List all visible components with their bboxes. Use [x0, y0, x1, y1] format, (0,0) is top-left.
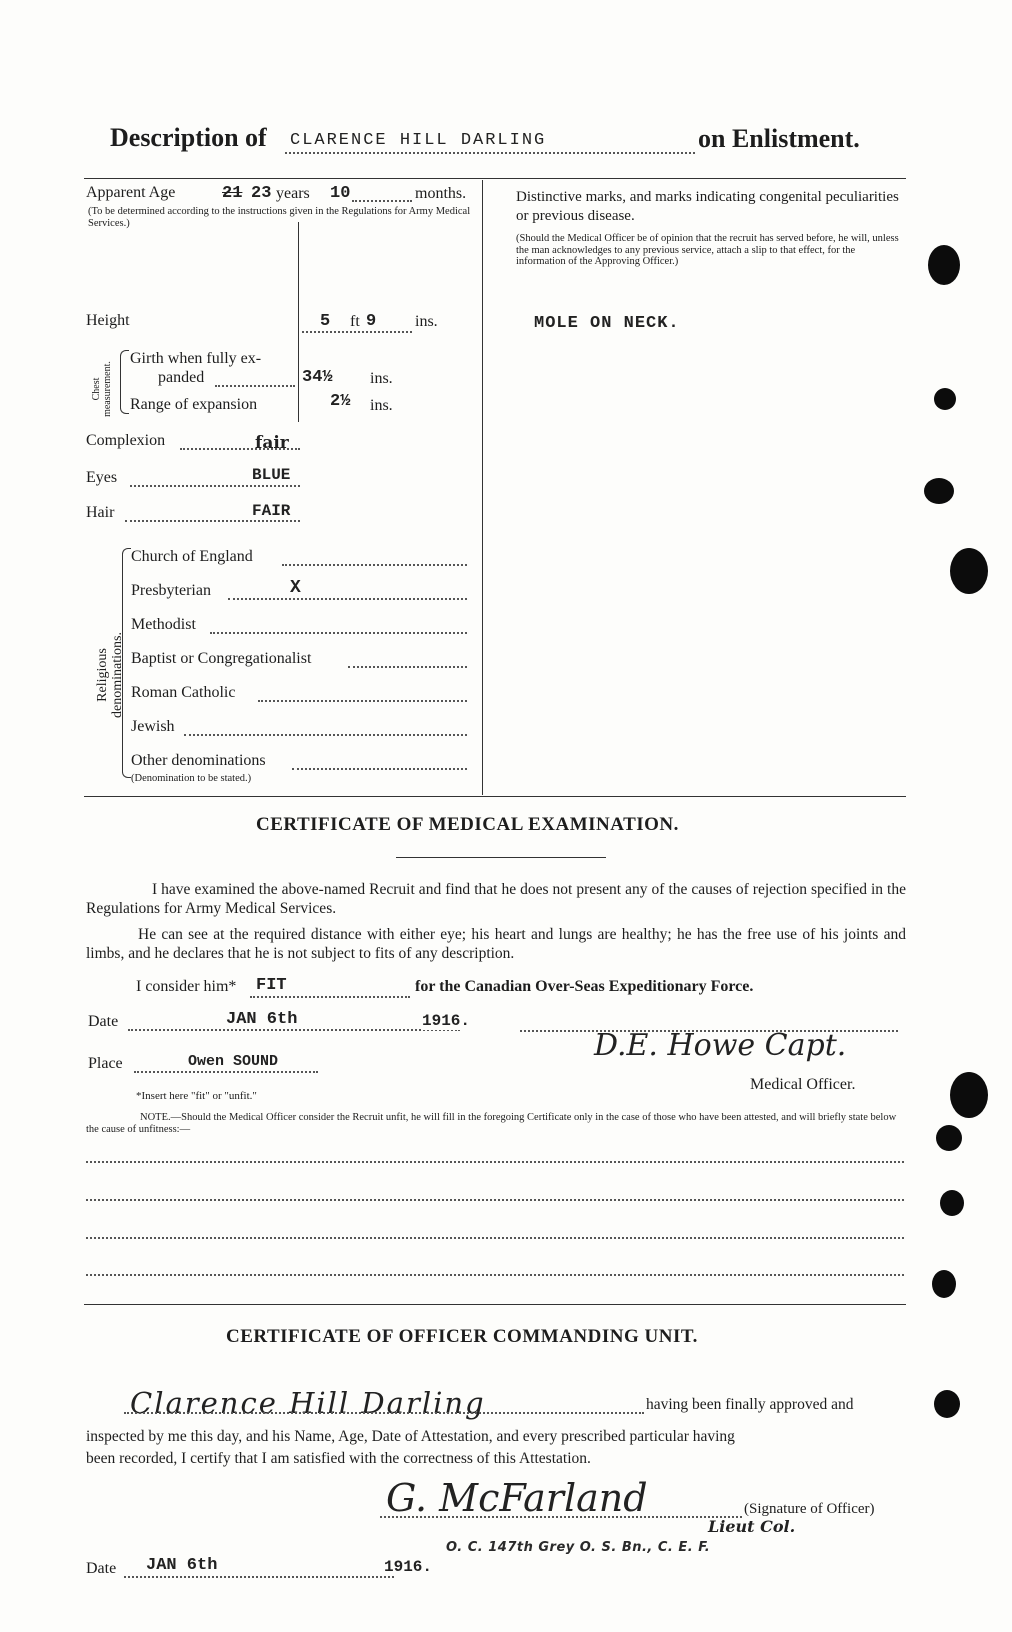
binder-hole: [936, 1125, 962, 1151]
medical-paragraph-2: He can see at the required distance with either eye; his heart and lungs are healthy; he has the free use of his joints and limbs, and he declares that he is not subject to fits of any description.: [86, 926, 906, 962]
signature-of-officer-label: (Signature of Officer): [744, 1501, 875, 1517]
fitness-value: FIT: [256, 976, 287, 995]
medical-officer-signature: D.E. Howe Capt.: [594, 1028, 847, 1063]
hair-dotted-line: [125, 520, 300, 522]
binder-hole: [932, 1270, 956, 1298]
religious-denominations-label: Religious denominations.: [95, 632, 125, 718]
section-divider-rule: [84, 1304, 906, 1305]
range-inches-label: ins.: [370, 397, 393, 414]
binder-hole: [950, 548, 988, 594]
unfit-note: NOTE.—Should the Medical Officer consider the Recruit unfit, he will fill in the foregoing Certificate only in the case of those who have been attested, and will briefly state below the cause of unfitness:—: [86, 1112, 897, 1135]
fitness-dotted-line: [250, 996, 410, 998]
medical-officer-label: Medical Officer.: [750, 1076, 856, 1093]
religion-dotted-line: [210, 632, 467, 634]
medical-place-value: Owen SOUND: [188, 1053, 279, 1070]
eyes-value: BLUE: [252, 466, 291, 484]
commanding-date-year: 1916.: [384, 1558, 433, 1576]
medical-date-value: JAN 6th: [226, 1010, 298, 1029]
medical-title-underline: [396, 857, 606, 858]
chest-bracket: [120, 350, 129, 414]
age-instruction-note: (To be determined according to the instructions given in the Regulations for Army Medical Services.): [88, 206, 471, 229]
girth-dotted-line: [215, 385, 295, 387]
binder-hole: [934, 388, 956, 410]
distinctive-marks-heading: Distinctive marks, and marks indicating congenital peculiarities or previous disease.: [516, 189, 899, 224]
religion-baptist: Baptist or Congregationalist: [131, 650, 312, 667]
binder-hole: [950, 1072, 988, 1118]
religion-methodist: Methodist: [131, 616, 196, 633]
page-title-prefix: Description of: [110, 123, 267, 152]
girth-label-line2: panded: [158, 369, 205, 386]
commanding-officer-signature: G. McFarland: [386, 1476, 648, 1520]
range-value: 2½: [330, 392, 351, 411]
religion-other-note: (Denomination to be stated.): [131, 773, 252, 784]
presbyterian-mark: X: [290, 578, 301, 598]
years-label: years: [276, 185, 310, 202]
commanding-date-value: JAN 6th: [146, 1556, 218, 1575]
religion-dotted-line: [348, 666, 467, 668]
unfit-reason-line: [86, 1274, 904, 1276]
binder-hole: [924, 478, 954, 504]
age-crossed-value: 21: [222, 184, 243, 203]
table-bottom-rule: [84, 796, 906, 797]
commanding-date-label: Date: [86, 1560, 117, 1577]
binder-hole: [928, 245, 960, 285]
religion-dotted-line: [282, 564, 467, 566]
religion-dotted-line: [184, 734, 467, 736]
table-top-rule: [84, 178, 906, 179]
months-label: months.: [415, 185, 467, 202]
unfit-reason-line: [86, 1161, 904, 1163]
religion-dotted-line: [258, 700, 467, 702]
religion-roman-catholic: Roman Catholic: [131, 684, 236, 701]
height-feet-value: 5: [320, 312, 331, 331]
officer-signature-dotted-line: [380, 1516, 742, 1518]
hair-value: FAIR: [252, 502, 291, 520]
commanding-line-1: having been finally approved and: [646, 1396, 854, 1413]
feet-label: ft: [350, 313, 360, 330]
apparent-age-label: Apparent Age: [86, 184, 176, 201]
binder-hole: [940, 1190, 964, 1216]
age-dotted-line: [352, 200, 412, 202]
chest-measurement-label: Chest measurement.: [91, 361, 113, 417]
name-dotted-line: [285, 152, 695, 154]
page-title-suffix: on Enlistment.: [698, 124, 860, 153]
consider-suffix: for the Canadian Over-Seas Expeditionary Force.: [415, 978, 754, 995]
religion-bracket: [122, 548, 131, 778]
table-center-divider: [482, 180, 483, 795]
age-months-value: 10: [330, 184, 351, 203]
age-years-value: 23: [251, 184, 272, 203]
religion-other: Other denominations: [131, 752, 266, 769]
unfit-reason-line: [86, 1237, 904, 1239]
girth-value: 34½: [302, 368, 333, 387]
inches-label: ins.: [415, 313, 438, 330]
medical-certificate-title: CERTIFICATE OF MEDICAL EXAMINATION.: [256, 814, 679, 835]
medical-paragraph-1: I have examined the above-named Recruit and find that he does not present any of the causes of rejection specified in the Regulations for Army Medical Services.: [86, 881, 906, 917]
consider-prefix: I consider him*: [136, 978, 237, 995]
commanding-certificate-title: CERTIFICATE OF OFFICER COMMANDING UNIT.: [226, 1326, 698, 1347]
binder-hole: [934, 1390, 960, 1418]
unfit-reason-line: [86, 1199, 904, 1201]
eyes-dotted-line: [130, 485, 300, 487]
medical-place-label: Place: [88, 1055, 123, 1072]
girth-label-line1: Girth when fully ex-: [130, 350, 262, 367]
commanding-date-dotted-line: [124, 1576, 394, 1578]
range-label: Range of expansion: [130, 396, 258, 413]
hair-label: Hair: [86, 504, 115, 521]
commanding-line-2: inspected by me this day, and his Name, Age, Date of Attestation, and every prescribed particular having: [86, 1428, 735, 1445]
complexion-label: Complexion: [86, 432, 166, 449]
height-dotted-line: [302, 331, 412, 333]
officer-rank: Lieut Col.: [708, 1517, 796, 1536]
religion-dotted-line: [228, 598, 467, 600]
medical-date-dotted-line: [128, 1029, 460, 1031]
religion-church-of-england: Church of England: [131, 548, 253, 565]
girth-inches-label: ins.: [370, 370, 393, 387]
distinctive-marks-value: MOLE ON NECK.: [534, 314, 680, 333]
medical-place-dotted-line: [134, 1071, 318, 1073]
height-inches-value: 9: [366, 312, 377, 331]
name-signature-dotted-line: [124, 1412, 644, 1414]
eyes-label: Eyes: [86, 469, 118, 486]
recruit-name-signature: Clarence Hill Darling: [130, 1386, 486, 1420]
medical-date-year: 1916.: [422, 1012, 471, 1030]
medical-date-label: Date: [88, 1013, 119, 1030]
commanding-line-3: been recorded, I certify that I am satisfied with the correctness of this Attestation.: [86, 1450, 591, 1467]
recruit-name: CLARENCE HILL DARLING: [290, 131, 547, 150]
religion-presbyterian: Presbyterian: [131, 582, 211, 599]
complexion-value: fair: [255, 433, 289, 453]
height-label: Height: [86, 312, 130, 329]
religion-dotted-line: [292, 768, 467, 770]
table-inner-divider: [298, 222, 299, 422]
distinctive-marks-note: (Should the Medical Officer be of opinion that the recruit has served before, he will, unless the man acknowledges to any previous service, attach a slip to that effect, for the information of the Approving Officer.): [516, 233, 899, 267]
religion-jewish: Jewish: [131, 718, 175, 735]
officer-unit-stamp: O. C. 147th Grey O. S. Bn., C. E. F.: [446, 1540, 711, 1555]
insert-fit-note: *Insert here "fit" or "unfit.": [136, 1090, 257, 1102]
